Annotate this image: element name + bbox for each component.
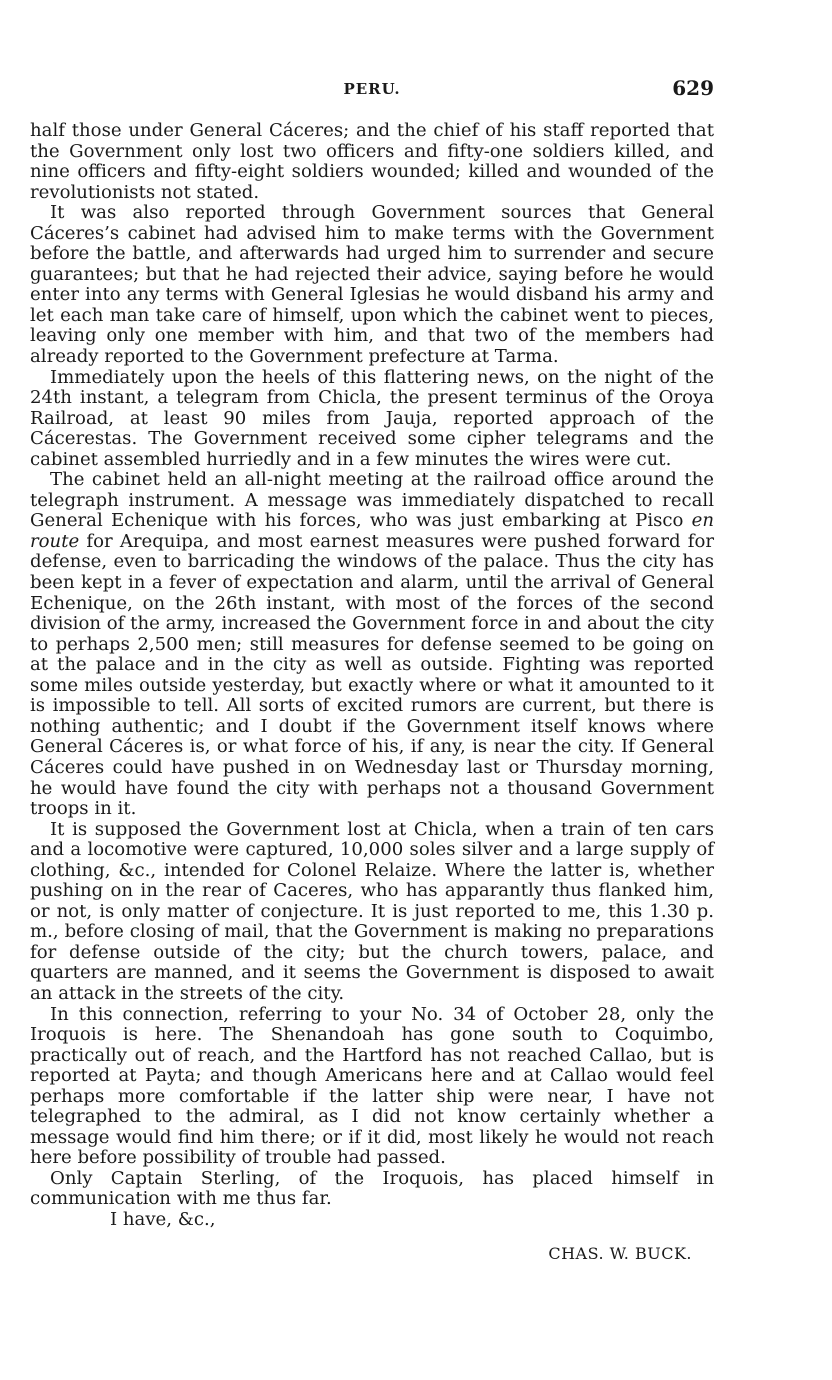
paragraph-cabinet-meeting [30,470,714,819]
text-segment: The cabinet held an all-night meeting at the railroad office around the telegraph instrument. A message was immediately dispatched to recall General Echenique with his forces, who was just embarking at Pisco [30,469,714,532]
closing-line: I have, &c., [110,1208,216,1230]
text-segment: for Arequipa, and most earnest measures were pushed forward for defense, even to barricading the windows of the palace. Thus the city has been kept in a fever of expectation and alarm, until the arrival of General Echenique, on the 26th instant, with most of the forces of the second division of the army, increased the Government force in and about the city to perhaps 2,500 men; still measures for defense seemed to be going on at the palace and in the city as well as outside. Fighting was reported some miles outside yesterday, but exactly where or what it amounted to it is impossible to tell. All sorts of excited rumors are current, but there is nothing authentic; and I doubt if the Government itself knows where General Cáceres is, or what force of his, if any, is near the city. If General Cáceres could have pushed in on Wednesday last or Thursday morning, he would have found the city with perhaps not a thousand Government troops in it. [30,530,714,820]
paragraph-ships: In this connection, referring to your No. 34 of October 28, only the Iroquois is here. The Shenandoah has gone south to Coquimbo, practically out of reach, and the Hartford has not reached Callao, but is reported at Payta; and though Americans here and at Callao would feel perhaps more comfortable if the latter ship were near, I have not telegraphed to the admiral, as I did not know certainly whether a message would find him there; or if it did, most likely he would not reach here before possibility of trouble had passed. [30,1003,714,1169]
paragraph-chicla-telegram: Immediately upon the heels of this flattering news, on the night of the 24th instant, a telegram from Chicla, the present terminus of the Oroya Railroad, at least 90 miles from Jauja, reported approach of the Cácerestas. The Government received some cipher telegrams and the cabinet assembled hurriedly and in a few minutes the wires were cut. [30,366,714,470]
signature: CHAS. W. BUCK. [548,1243,692,1263]
page-number: 629 [672,76,714,100]
running-head: PERU. [343,80,401,98]
page-header [30,76,714,106]
paragraph-cabinet-advice: It was also reported through Government sources that General Cáceres’s cabinet had advised him to make terms with the Government before the battle, and afterwards had urged him to surrender and secure guarantees; but that he had rejected their advice, saying before he would enter into any terms with General Iglesias he would disband his army and let each man take care of himself, upon which the cabinet went to pieces, leaving only one member with him, and that two of the members had already reported to the Government prefecture at Tarma. [30,202,714,368]
italic-phrase: en route [30,510,714,552]
paragraph-continuation: half those under General Cáceres; and the chief of his staff reported that the Government only lost two officers and fifty-one soldiers killed, and nine officers and fifty-eight soldiers wounded; killed and wounded of the revolutionists not stated. [30,120,714,203]
body-text [30,121,714,1264]
paragraph-captain-sterling: Only Captain Sterling, of the Iroquois, has placed himself in communication with me thus far. [30,1167,714,1210]
paragraph-chicla-losses: It is supposed the Government lost at Chicla, when a train of ten cars and a locomotive were captured, 10,000 soles silver and a large supply of clothing, &c., intended for Colonel Relaize. Where the latter is, whether pushing on in the rear of Caceres, who has apparantly thus flanked him, or not, is only matter of conjecture. It is just reported to me, this 1.30 p. m., before closing of mail, that the Government is making no preparations for defense outside of the city; but the church towers, palace, and quarters are manned, and it seems the Government is disposed to await an attack in the streets of the city. [30,818,714,1004]
